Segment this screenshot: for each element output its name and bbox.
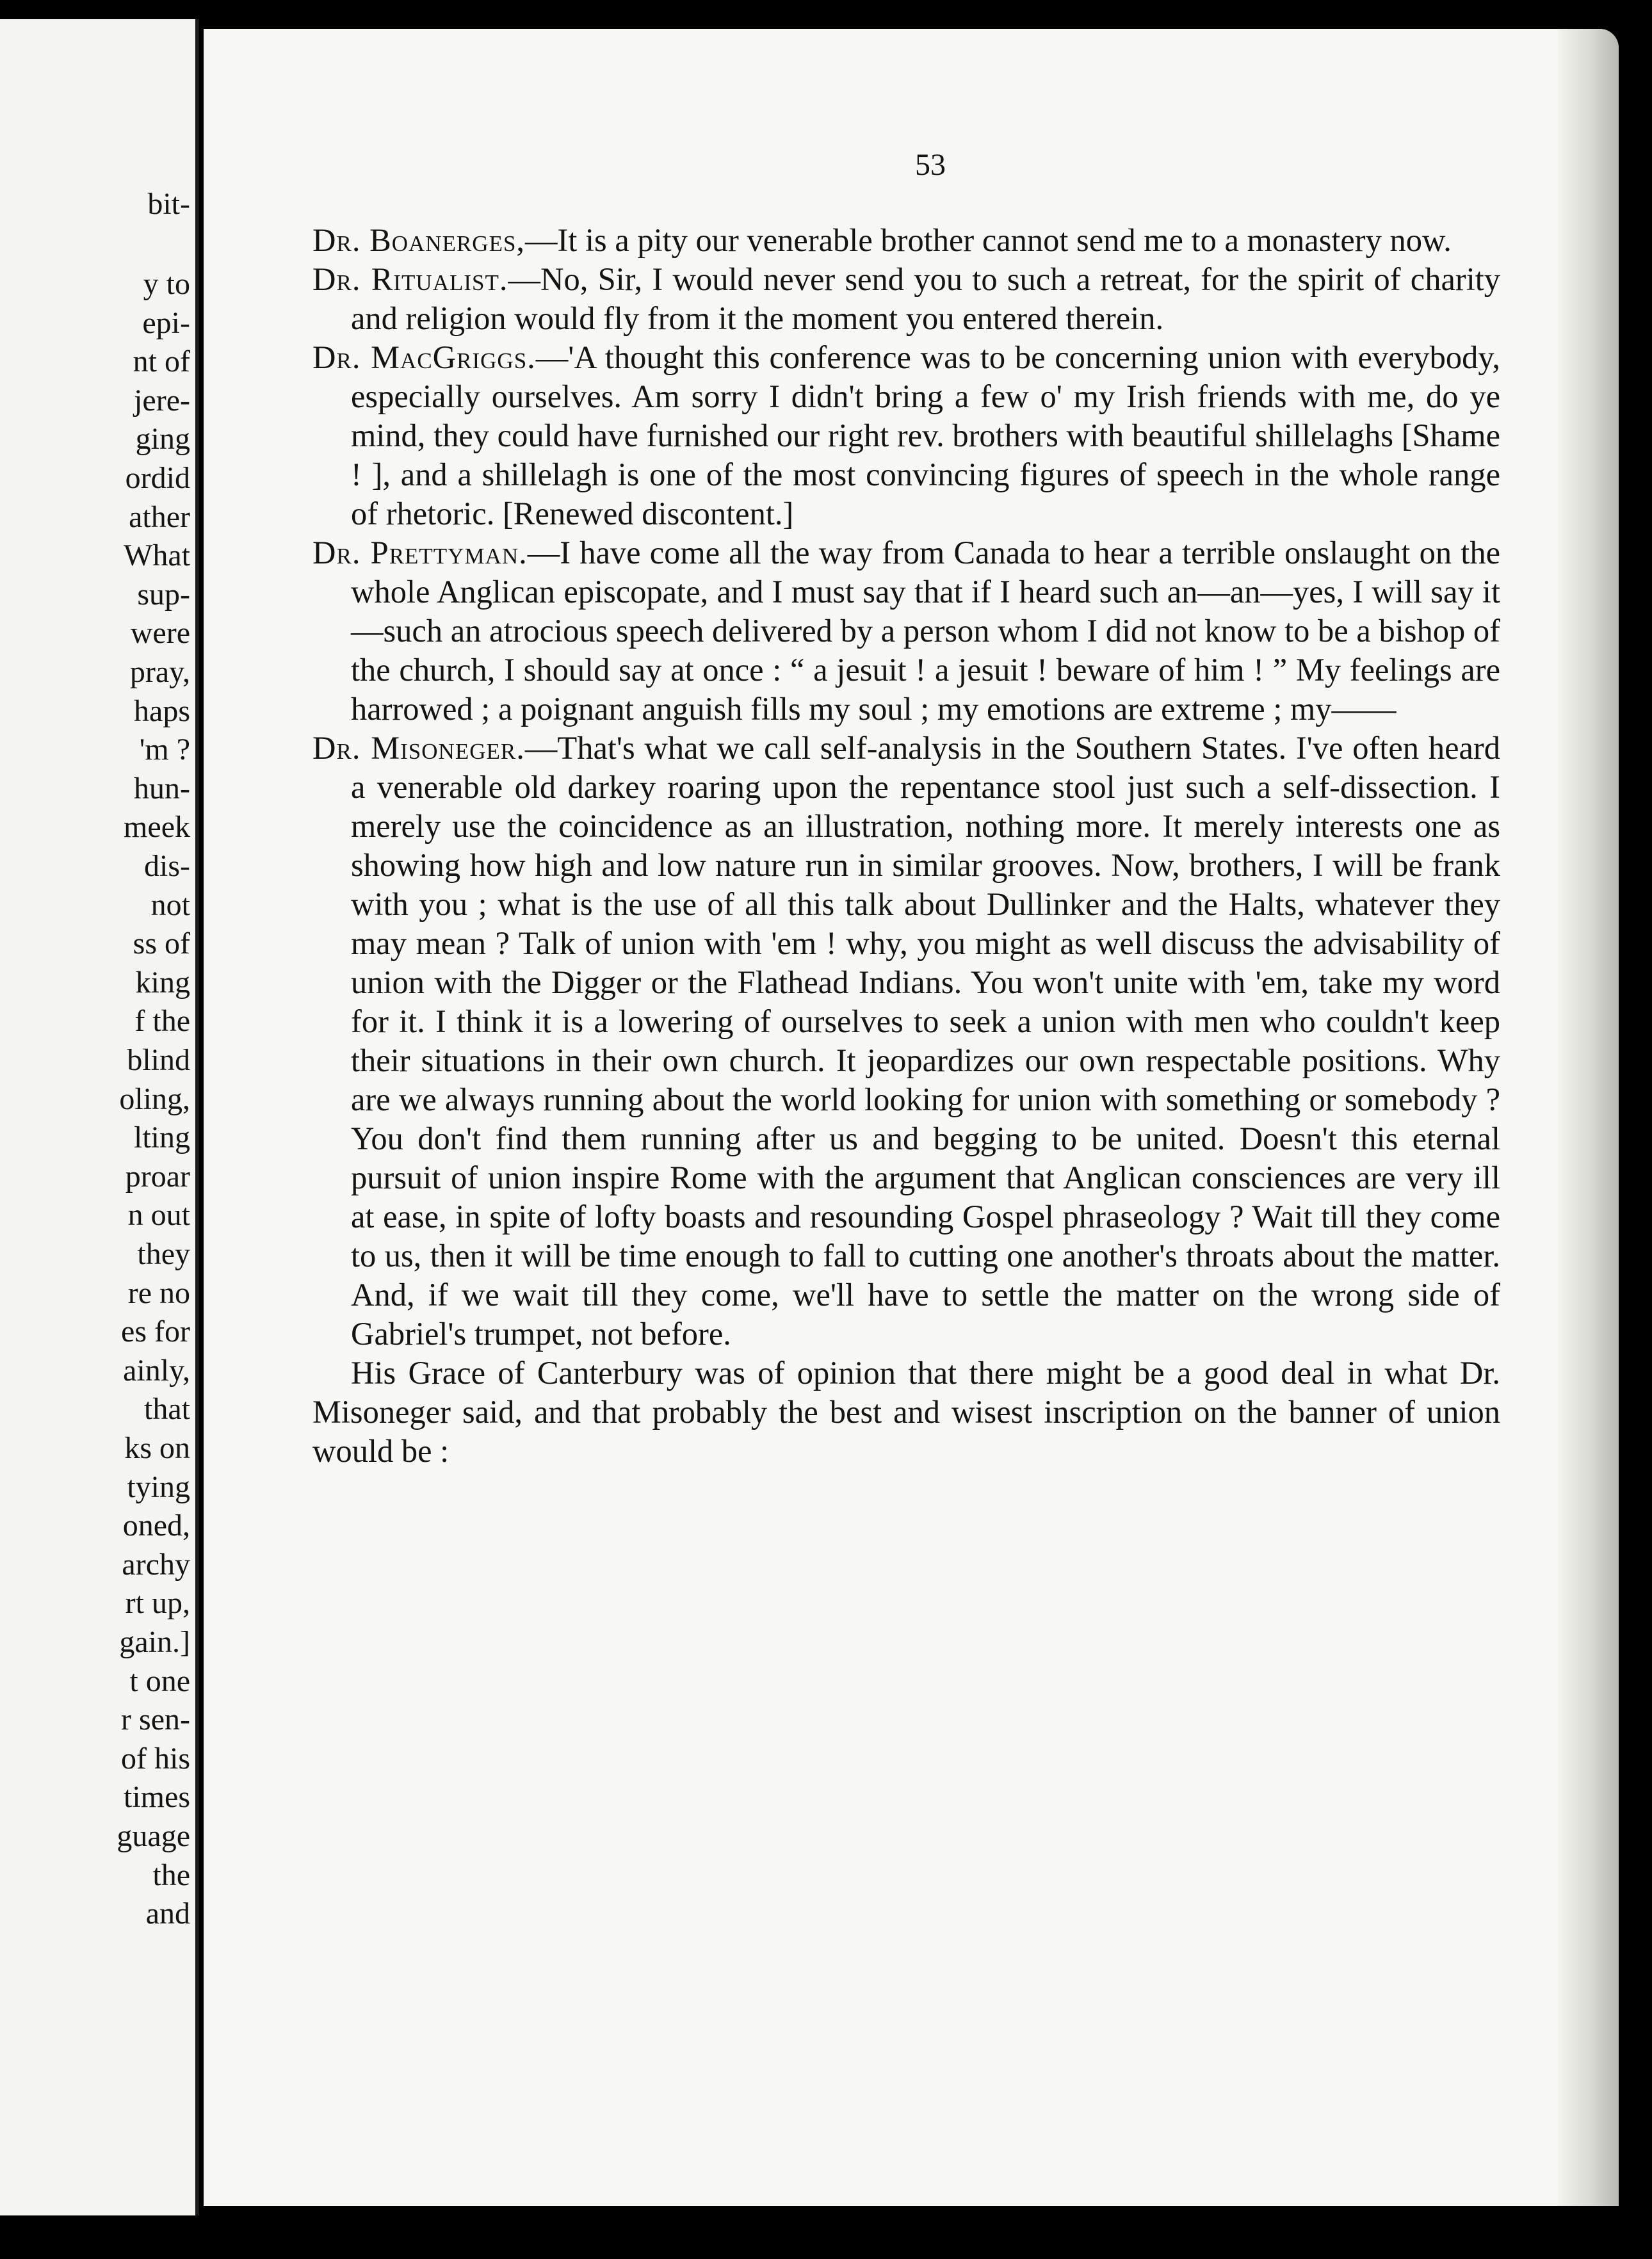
left-page-fragment: What: [124, 538, 190, 573]
left-page-fragment: the: [152, 1858, 190, 1892]
left-page-fragment: 'm ?: [139, 733, 190, 767]
left-page-fragment: king: [135, 965, 190, 1000]
left-page-fragment: dis-: [144, 849, 190, 883]
speaker-name: Dr. Prettyman.: [312, 535, 528, 571]
speech-misoneger: [312, 729, 1500, 1354]
left-page-fragment: re no: [127, 1275, 190, 1310]
left-page-fragment: oned,: [122, 1509, 190, 1543]
left-page-fragment: times: [124, 1780, 190, 1815]
left-page-fragment: of his: [121, 1741, 190, 1776]
left-page-fragment: were: [130, 616, 190, 651]
left-page-fragment: epi-: [142, 305, 190, 340]
left-page-fragment: jere-: [134, 383, 190, 417]
left-page-fragment: archy: [122, 1547, 190, 1582]
left-page-fragment: they: [137, 1237, 190, 1271]
left-page-fragment: that: [144, 1392, 190, 1427]
left-page-fragment: es for: [121, 1315, 190, 1349]
left-page-fragment: nt of: [133, 344, 190, 379]
left-page-fragment: sup-: [137, 577, 190, 611]
page-edge: [1558, 29, 1619, 2206]
left-page-fragment: n out: [127, 1198, 190, 1233]
left-page-fragment: ging: [135, 422, 190, 457]
left-page-fragment: and: [145, 1897, 190, 1931]
left-page-fragment: ss of: [133, 927, 190, 961]
left-page-fragment: oling,: [119, 1081, 190, 1116]
left-page-fragment: hun-: [134, 771, 190, 806]
speaker-name: Dr. Ritualist.: [312, 261, 508, 297]
left-page-fragment: proar: [125, 1159, 190, 1194]
left-page-fragment: tying: [127, 1470, 190, 1504]
left-page-fragment: not: [150, 887, 190, 922]
left-page-fragment: lting: [133, 1121, 190, 1155]
left-page-fragment: rt up,: [125, 1586, 190, 1621]
left-page-fragment: f the: [134, 1004, 190, 1039]
speech-text: —No, Sir, I would never send you to such a retreat, for the spirit of charity and religion would fly from it the moment you entered therein.: [351, 261, 1500, 336]
speech-boanerges: [312, 221, 1500, 260]
speech-text: —That's what we call self-analysis in the Southern States. I've often heard a venerable old darkey roaring upon the repentance stool just such a self-dissection. I merely use the coincidence as an illustration, nothing more. It merely interests one as showing how high and low nature run in similar grooves. Now, brothers, I will be frank with you ; what is the use of all this talk about Dullinker and the Halts, whatever they may mean ? Talk of union with 'em ! why, you might as well discuss the advisability of union with the Digger or the Flathead Indians. You won't unite with 'em, take my word for it. I think it is a lowering of ourselves to seek a union with men who couldn't keep their situations in their own church. It jeopardizes our own respectable positions. Why are we always running about the world looking for union with something or somebody ? You don't find them running after us and begging to be united. Doesn't this eternal pursuit of union inspire Rome with the argument that Anglican consciences are very ill at ease, in spite of lofty boasts and resounding Gospel phraseology ? Wait till they come to us, then it will be time enough to fall to cutting one another's throats about the matter. And, if we wait till they come, we'll have to settle the matter on the wrong side of Gabriel's trumpet, not before.: [351, 730, 1500, 1352]
speech-macgriggs: [312, 338, 1500, 533]
left-page-fragment: t one: [129, 1664, 190, 1698]
speaker-name: Dr. Misoneger.: [312, 730, 525, 766]
left-page-fragment: bit-: [147, 187, 190, 221]
left-page-fragment: meek: [124, 810, 190, 845]
left-page-fragment: gain.]: [119, 1625, 190, 1659]
speaker-name: Dr. Boanerges,: [312, 222, 526, 258]
left-page-fragment: ather: [129, 499, 190, 534]
left-page-fragment: guage: [117, 1819, 190, 1853]
left-page-fragment: haps: [134, 693, 190, 728]
speech-ritualist: [312, 260, 1500, 338]
speech-text: —'A thought this conference was to be concerning union with everybody, especially ourselves. Am sorry I didn't bring a few o' my Irish friends with me, do ye mind, they could have furnished our right rev. brothers with beautiful shillelaghs [Shame ! ], and a shillelagh is one of the most convincing figures of speech in the whole range of rhetoric. [Renewed discontent.]: [351, 339, 1501, 531]
speech-text: —It is a pity our venerable brother cannot send me to a monastery now.: [525, 222, 1452, 258]
left-page-fragment: r sen-: [121, 1703, 190, 1737]
closing-paragraph: His Grace of Canterbury was of opinion that there might be a good deal in what Dr. Misoneger said, and that probably the best and wisest inscription on the banner of union would be :: [312, 1355, 1500, 1469]
speaker-name: Dr. MacGriggs.: [312, 339, 536, 375]
body-text: [312, 221, 1500, 1471]
speech-prettyman: [312, 533, 1500, 729]
right-page: [204, 29, 1619, 2206]
left-page-fragment: y to: [143, 267, 190, 301]
left-page: [0, 19, 199, 2215]
left-page-fragment: ks on: [124, 1431, 190, 1465]
left-page-fragment: blind: [127, 1043, 190, 1077]
left-page-fragment: ainly,: [123, 1353, 190, 1388]
page-number: 53: [915, 148, 946, 182]
speech-text: —I have come all the way from Canada to hear a terrible onslaught on the whole Anglican episcopate, and I must say that if I heard such an—an—yes, I will say it—such an atrocious speech delivered by a person whom I did not know to be a bishop of the church, I should say at once : “ a jesuit ! a jesuit ! beware of him ! ” My feelings are harrowed ; a poignant anguish fills my soul ; my emotions are extreme ; my——: [351, 535, 1500, 727]
left-page-fragment: pray,: [129, 655, 190, 689]
left-page-fragment: ordid: [125, 461, 190, 495]
